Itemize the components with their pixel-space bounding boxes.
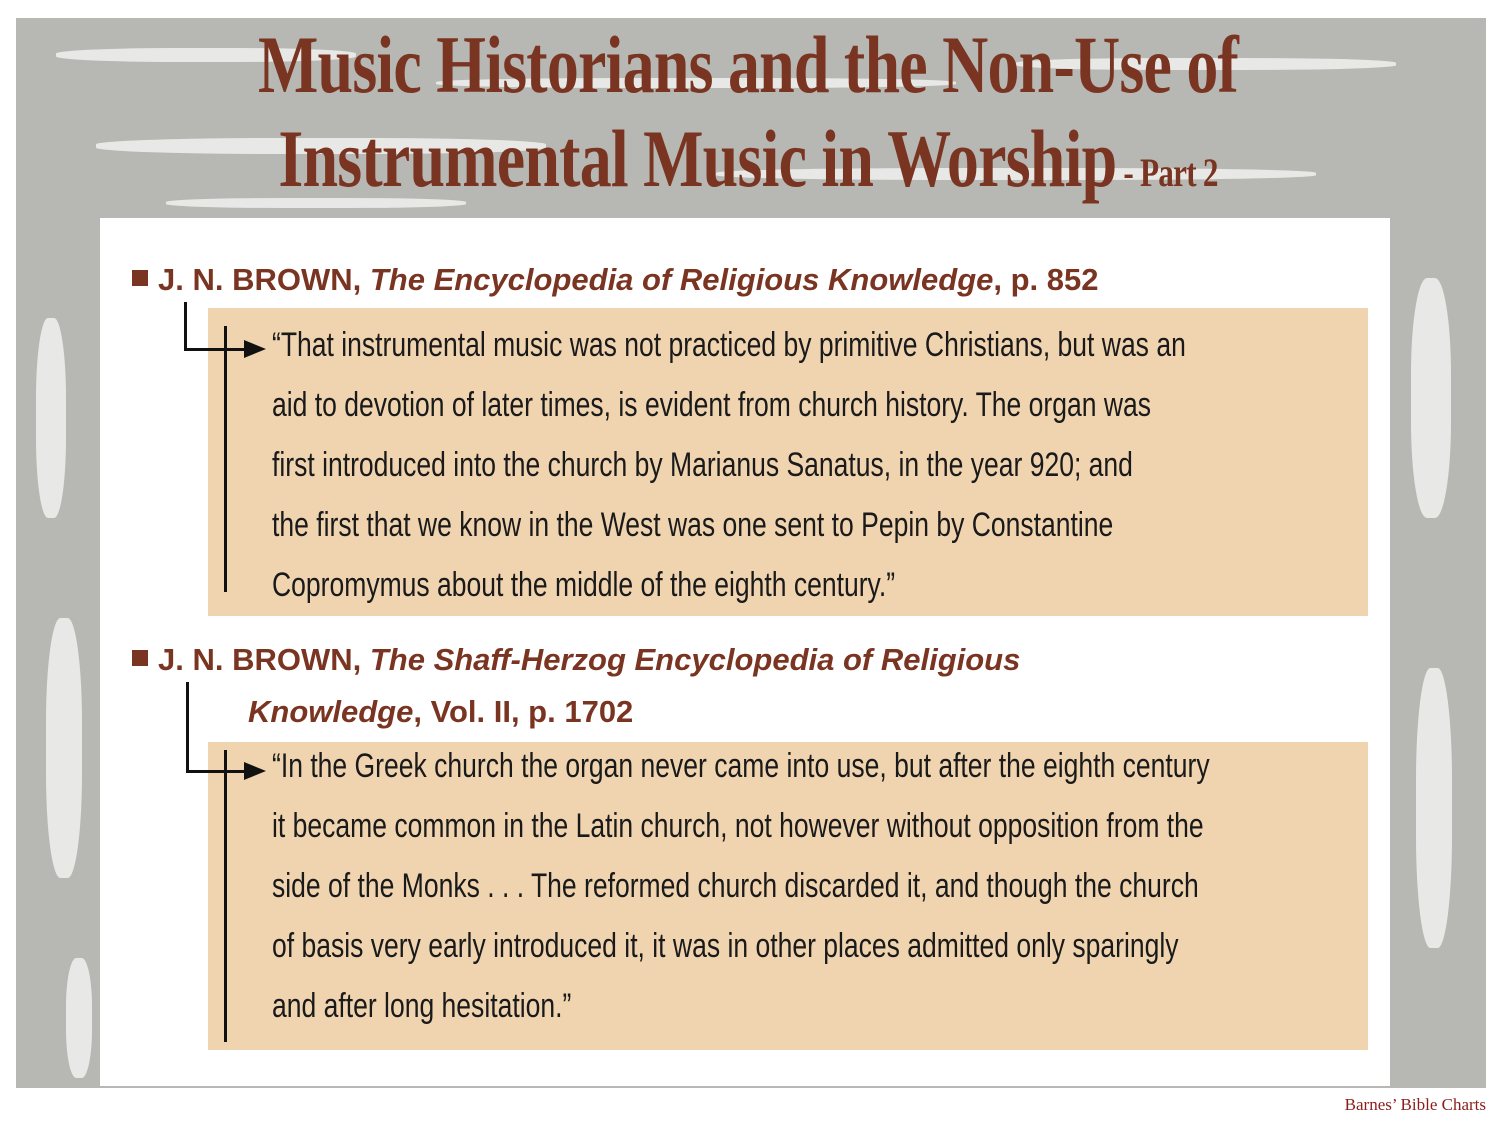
bullet-square-icon: [132, 270, 148, 286]
arrow-right-icon: [244, 762, 266, 780]
quote-line: side of the Monks . . . The reformed church discarded it, and though the church: [272, 867, 1199, 905]
connector-line: [184, 348, 246, 351]
quote-line: it became common in the Latin church, not however without opposition from the: [272, 807, 1204, 845]
connector-line: [186, 770, 246, 773]
connector-line: [184, 302, 187, 350]
quote-line: “That instrumental music was not practiced by primitive Christians, but was an: [272, 326, 1186, 364]
page-subtitle: - Part 2: [1116, 150, 1218, 195]
citation-author: J. N. BROWN,: [158, 262, 370, 297]
quote-rule: [224, 750, 227, 1042]
citation-heading-2: [132, 642, 1020, 678]
quote-line: of basis very early introduced it, it was in other places admitted only sparingly: [272, 927, 1179, 965]
credit-text: Barnes’ Bible Charts: [1344, 1095, 1486, 1114]
citation-work: The Shaff-Herzog Encyclopedia of Religious: [369, 642, 1021, 677]
page-title-line2: [165, 114, 1332, 218]
arrow-right-icon: [244, 340, 266, 358]
quote-text-2: [272, 736, 1210, 1036]
citation-ref: , p. 852: [993, 262, 1099, 297]
quote-line: the first that we know in the West was one sent to Pepin by Constantine: [272, 506, 1114, 544]
citation-author: J. N. BROWN,: [158, 642, 370, 677]
page-title-text: Instrumental Music in Worship: [278, 113, 1117, 204]
citation-ref: , Vol. II, p. 1702: [413, 694, 634, 729]
quote-text-1: [272, 315, 1186, 615]
citation-work: The Encyclopedia of Religious Knowledge: [369, 262, 994, 297]
citation-work-cont: Knowledge: [248, 694, 414, 729]
bullet-square-icon: [132, 650, 148, 666]
quote-line: and after long hesitation.”: [272, 987, 572, 1025]
quote-line: “In the Greek church the organ never came into use, but after the eighth century: [272, 747, 1210, 785]
quote-line: first introduced into the church by Marianus Sanatus, in the year 920; and: [272, 446, 1133, 484]
connector-line: [186, 682, 189, 772]
quote-rule: [224, 326, 227, 592]
quote-line: aid to devotion of later times, is evident from church history. The organ was: [272, 386, 1152, 424]
citation-heading-2-cont: [248, 694, 633, 730]
page-title: Music Historians and the Non-Use of: [257, 19, 1239, 110]
citation-heading-1: [132, 262, 1098, 298]
quote-line: Copromymus about the middle of the eighth century.”: [272, 566, 896, 604]
